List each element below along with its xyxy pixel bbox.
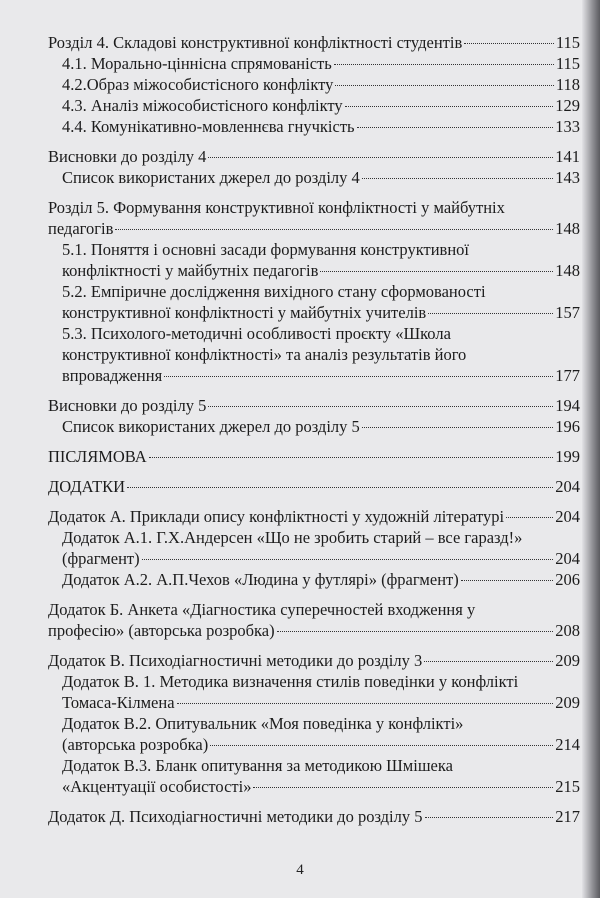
toc-entry-title: Додаток В. 1. Методика визначення стилів поведінки у конфлікті [62, 672, 519, 691]
toc-entry-title: Додаток А.2. А.П.Чехов «Людина у футлярі» (фрагмент) [62, 570, 459, 589]
dot-leader [208, 156, 553, 158]
toc-entry-title: 4.1. Морально-ціннісна спрямованість [62, 54, 332, 73]
toc-page-number: 148 [555, 219, 580, 238]
toc-page-number: 133 [555, 117, 580, 136]
toc-entry-title: Додаток А. Приклади опису конфліктності у художній літературі [48, 507, 505, 526]
toc-entry-title: (авторська розробка) [62, 735, 209, 754]
toc-entry [48, 395, 580, 416]
toc-entry-title: ДОДАТКИ [48, 477, 126, 496]
toc-entry-title: 5.3. Психолого-методичні особливості проєкту «Школа [62, 324, 451, 343]
dot-leader [464, 42, 554, 44]
toc-entry-title: Висновки до розділу 5 [48, 396, 207, 415]
toc-entry [48, 416, 580, 437]
toc-entry-title: Додаток А.1. Г.Х.Андерсен «Що не зробить старий – все гаразд!» [62, 528, 523, 547]
toc-entry-title: Розділ 4. Складові конструктивної конфліктності студентів [48, 33, 463, 52]
section-gap [48, 497, 580, 506]
section-gap [48, 437, 580, 446]
table-of-contents [48, 32, 580, 827]
toc-entry [48, 476, 580, 497]
dot-leader [428, 312, 553, 314]
toc-page-number: 118 [555, 75, 580, 94]
dot-leader [320, 270, 553, 272]
toc-entry [48, 74, 580, 95]
dot-leader [115, 228, 553, 230]
dot-leader [210, 744, 553, 746]
toc-page-number: 194 [555, 396, 580, 415]
toc-entry [48, 116, 580, 137]
toc-entry [48, 323, 580, 386]
toc-page-number: 217 [555, 807, 580, 826]
dot-leader [424, 660, 553, 662]
toc-page-number: 177 [555, 366, 580, 385]
dot-leader [127, 486, 553, 488]
toc-page-number: 204 [555, 549, 580, 568]
dot-leader [208, 405, 553, 407]
toc-page-number: 157 [555, 303, 580, 322]
toc-page-number: 209 [555, 693, 580, 712]
toc-page-number: 204 [555, 507, 580, 526]
dot-leader [164, 375, 553, 377]
toc-entry-title: Додаток В.2. Опитувальник «Моя поведінка у конфлікті» [62, 714, 464, 733]
toc-entry [48, 671, 580, 713]
page-edge [582, 0, 600, 898]
dot-leader [334, 63, 554, 65]
dot-leader [277, 630, 554, 632]
toc-entry-title: Томаса-Кілмена [62, 693, 175, 712]
toc-entry-title: 4.3. Аналіз міжособистісного конфлікту [62, 96, 343, 115]
dot-leader [362, 426, 553, 428]
toc-entry [48, 755, 580, 797]
toc-entry-title: впровадження [62, 366, 163, 385]
toc-page-number: 196 [555, 417, 580, 436]
toc-entry-title: (фрагмент) [62, 549, 140, 568]
toc-entry [48, 32, 580, 53]
toc-entry [48, 506, 580, 527]
toc-entry [48, 53, 580, 74]
toc-page-number: 115 [555, 54, 580, 73]
dot-leader [506, 516, 553, 518]
toc-entry [48, 146, 580, 167]
toc-page-number: 148 [555, 261, 580, 280]
toc-entry-title: Додаток Б. Анкета «Діагностика суперечностей входження у [48, 600, 476, 619]
toc-page-number: 215 [555, 777, 580, 796]
dot-leader [335, 84, 553, 86]
toc-entry-title: Висновки до розділу 4 [48, 147, 207, 166]
toc-entry-title: 5.1. Поняття і основні засади формування конструктивної [62, 240, 469, 259]
dot-leader [345, 105, 554, 107]
toc-entry-title: «Акцентуації особистості» [62, 777, 252, 796]
toc-entry-title: конструктивної конфліктності у майбутніх учителів [62, 303, 427, 322]
toc-entry [48, 569, 580, 590]
section-gap [48, 467, 580, 476]
dot-leader [142, 558, 554, 560]
section-gap [48, 641, 580, 650]
toc-page-number: 206 [555, 570, 580, 589]
toc-entry-title: Додаток В.3. Бланк опитування за методикою Шмішека [62, 756, 453, 775]
toc-page-number: 204 [555, 477, 580, 496]
toc-entry [48, 95, 580, 116]
toc-entry-title: 4.4. Комунікативно-мовленнєва гнучкість [62, 117, 355, 136]
section-gap [48, 188, 580, 197]
toc-entry-title: 5.2. Емпіричне дослідження вихідного стану сформованості [62, 282, 486, 301]
dot-leader [149, 456, 554, 458]
toc-entry [48, 599, 580, 641]
section-gap [48, 137, 580, 146]
toc-page-number: 214 [555, 735, 580, 754]
page-number: 4 [296, 862, 304, 878]
toc-page-number: 143 [555, 168, 580, 187]
toc-page-number: 208 [555, 621, 580, 640]
toc-entry-title: Розділ 5. Формування конструктивної конфліктності у майбутніх [48, 198, 505, 217]
dot-leader [425, 816, 554, 818]
dot-leader [461, 579, 554, 581]
toc-entry [48, 527, 580, 569]
toc-entry-title: Додаток Д. Психодіагностичні методики до розділу 5 [48, 807, 423, 826]
toc-entry [48, 281, 580, 323]
toc-entry [48, 167, 580, 188]
dot-leader [362, 177, 553, 179]
toc-page-number: 115 [555, 33, 580, 52]
toc-entry [48, 806, 580, 827]
toc-entry-title: Додаток В. Психодіагностичні методики до розділу 3 [48, 651, 423, 670]
section-gap [48, 590, 580, 599]
toc-page-number: 199 [555, 447, 580, 466]
toc-entry-title: ПІСЛЯМОВА [48, 447, 147, 466]
toc-entry-title: Список використаних джерел до розділу 5 [62, 417, 360, 436]
toc-entry-title: професію» (авторська розробка) [48, 621, 275, 640]
toc-entry-title: конфліктності у майбутніх педагогів [62, 261, 319, 280]
toc-entry-title: 4.2.Образ міжособистісного конфлікту [62, 75, 334, 94]
dot-leader [177, 702, 554, 704]
section-gap [48, 386, 580, 395]
toc-entry-title: педагогів [48, 219, 114, 238]
section-gap [48, 797, 580, 806]
toc-entry [48, 239, 580, 281]
toc-entry-title: Список використаних джерел до розділу 4 [62, 168, 360, 187]
toc-entry [48, 713, 580, 755]
toc-entry [48, 197, 580, 239]
toc-page-number: 129 [555, 96, 580, 115]
dot-leader [253, 786, 553, 788]
toc-entry-title: конструктивної конфліктності» та аналіз результатів його [62, 345, 467, 364]
toc-page-number: 141 [555, 147, 580, 166]
toc-entry [48, 650, 580, 671]
toc-entry [48, 446, 580, 467]
toc-page-number: 209 [555, 651, 580, 670]
dot-leader [357, 126, 554, 128]
